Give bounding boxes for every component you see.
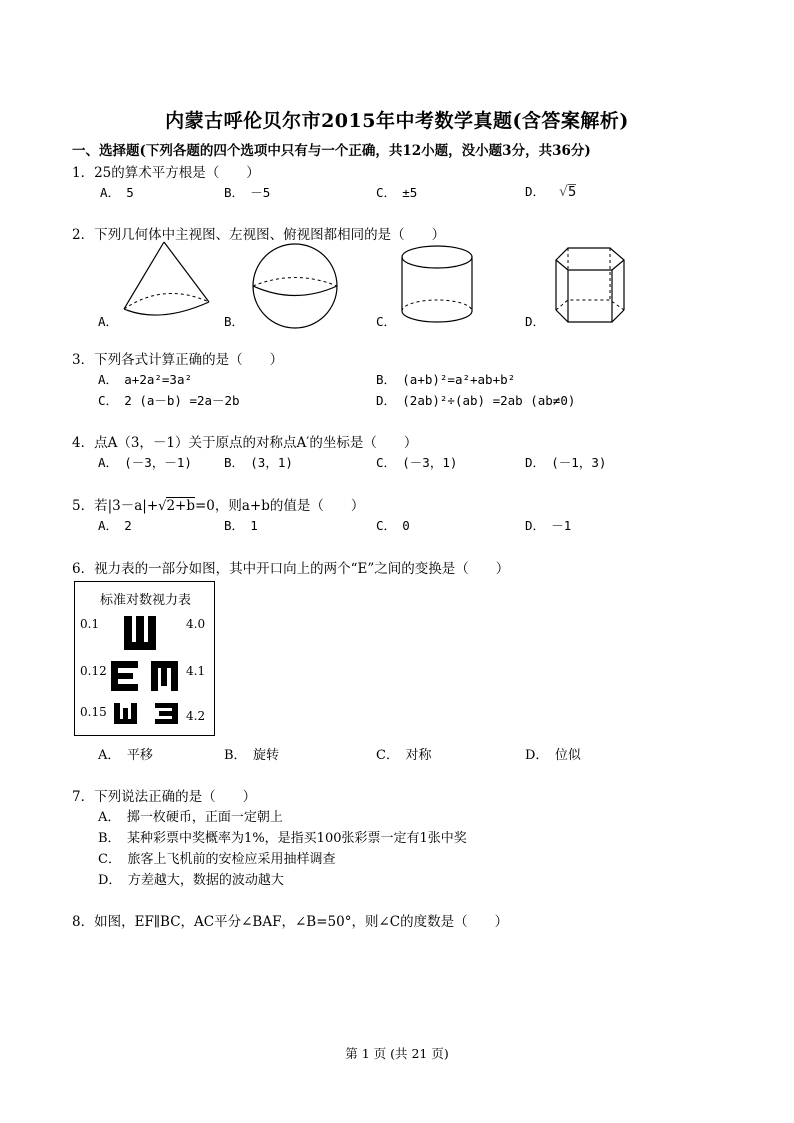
vision-row-1-right: 4.0 xyxy=(186,617,206,631)
q5-option-b: B． 1 xyxy=(224,518,258,533)
q1-option-d xyxy=(525,182,576,200)
q2-option-c: C． xyxy=(376,314,397,329)
q7-option-a: A． 掷一枚硬币，正面一定朝上 xyxy=(98,810,283,825)
page-title: 内蒙古呼伦贝尔市2015年中考数学真题(含答案解析) xyxy=(165,110,629,132)
vision-chart-title: 标准对数视力表 xyxy=(99,593,191,608)
q2-option-a: A． xyxy=(98,314,119,329)
e-down-icon xyxy=(151,661,178,691)
question-2-stem: 2．下列几何体中主视图、左视图、俯视图都相同的是（ ） xyxy=(72,227,446,243)
cylinder-figure xyxy=(400,245,476,325)
e-up-large-icon xyxy=(124,616,156,650)
e-right-icon xyxy=(111,661,138,691)
q1-option-c: C． ±5 xyxy=(376,185,418,200)
q1-option-a: A． 5 xyxy=(100,185,134,200)
e-up-small-icon xyxy=(114,703,137,724)
q5-option-c: C． 0 xyxy=(376,518,410,533)
q5-stem-post: =0，则a+b的值是（ ） xyxy=(194,498,365,514)
vision-chart xyxy=(74,581,215,736)
page-footer: 第 1 页 (共 21 页) xyxy=(345,1046,449,1061)
sphere-figure xyxy=(251,243,341,329)
question-8-stem: 8．如图，EF∥BC，AC平分∠BAF，∠B=50°，则∠C的度数是（ ） xyxy=(72,914,509,930)
sqrt-icon: √ xyxy=(559,184,568,200)
e-left-icon xyxy=(155,703,178,724)
cone-figure xyxy=(120,242,215,322)
question-6-stem: 6．视力表的一部分如图，其中开口向上的两个“E”之间的变换是（ ） xyxy=(72,561,510,577)
q5-stem-radicand: 2+b xyxy=(166,498,195,514)
question-5-stem xyxy=(72,494,364,514)
q1-option-b: B． －5 xyxy=(224,185,271,200)
q4-option-a: A． (－3，－1) xyxy=(98,455,192,470)
q3-option-d: D． (2ab)²÷(ab) =2ab (ab≠0) xyxy=(376,393,576,408)
vision-row-2-left: 0.12 xyxy=(80,664,107,678)
section-heading: 一、选择题(下列各题的四个选项中只有与一个正确，共12小题，没小题3分，共36分) xyxy=(72,143,591,159)
q6-option-b: B． 旋转 xyxy=(224,748,280,763)
q6-option-c: C． 对称 xyxy=(376,748,432,763)
q5-stem-pre: 5．若|3－a|+ xyxy=(72,498,159,514)
question-1-stem: 1．25的算术平方根是（ ） xyxy=(72,165,260,181)
question-3-stem: 3．下列各式计算正确的是（ ） xyxy=(72,352,284,368)
e-symbols xyxy=(75,582,216,737)
q2-option-d: D． xyxy=(525,314,546,329)
vision-row-2-right: 4.1 xyxy=(186,664,206,678)
q1-option-d-radicand: 5 xyxy=(567,185,577,200)
q4-option-b: B． (3，1) xyxy=(224,455,293,470)
q3-option-b: B． (a+b)²=a²+ab+b² xyxy=(376,372,516,387)
sqrt-icon: √ xyxy=(158,499,167,514)
q6-option-d: D． 位似 xyxy=(525,748,581,763)
q6-option-a: A． 平移 xyxy=(98,748,153,763)
question-7-stem: 7．下列说法正确的是（ ） xyxy=(72,789,257,805)
q3-option-a: A． a+2a²=3a² xyxy=(98,372,193,387)
q4-option-c: C． (－3，1) xyxy=(376,455,458,470)
vision-row-3-left: 0.15 xyxy=(80,705,107,719)
q3-option-c: C． 2 (a－b) =2a－2b xyxy=(98,393,240,408)
q5-option-d: D． －1 xyxy=(525,518,572,533)
q4-option-d: D． (－1，3) xyxy=(525,455,607,470)
vision-row-3-right: 4.2 xyxy=(186,709,206,723)
hexagonal-prism-figure xyxy=(552,246,632,326)
q7-option-d: D． 方差越大，数据的波动越大 xyxy=(98,873,284,888)
q2-option-b: B． xyxy=(224,314,245,329)
question-4-stem: 4．点A（3，－1）关于原点的对称点A′的坐标是（ ） xyxy=(72,435,418,451)
q7-option-b: B． 某种彩票中奖概率为1%，是指买100张彩票一定有1张中奖 xyxy=(98,831,467,846)
vision-row-1-left: 0.1 xyxy=(80,617,100,631)
q7-option-c: C． 旅客上飞机前的安检应采用抽样调查 xyxy=(98,852,336,867)
q1-option-d-label: D． xyxy=(525,184,546,199)
q5-option-a: A． 2 xyxy=(98,518,132,533)
